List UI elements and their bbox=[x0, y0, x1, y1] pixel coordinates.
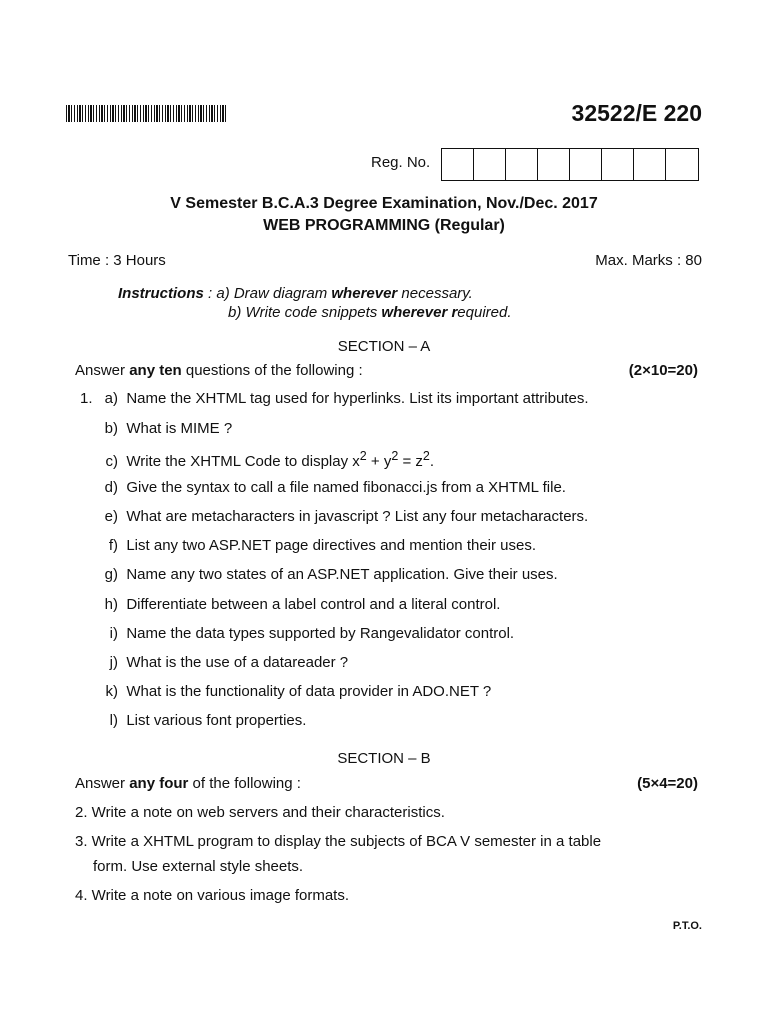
ans-b-pre: Answer bbox=[75, 775, 130, 792]
q-label: f) bbox=[108, 537, 118, 554]
sup: 2 bbox=[391, 449, 399, 463]
ans-b-bold: any four bbox=[129, 775, 189, 792]
q-text: What is the functionality of data provider in ADO.NET ? bbox=[126, 683, 492, 700]
instr-a-end: necessary. bbox=[397, 285, 473, 302]
q-label: g) bbox=[104, 566, 118, 583]
section-b-instruction bbox=[75, 775, 301, 792]
q-text: Write the XHTML Code to display x bbox=[126, 453, 360, 470]
q-label: l) bbox=[109, 712, 118, 729]
q-text: Name the data types supported by Rangevalidator control. bbox=[126, 625, 515, 642]
q-label: j) bbox=[109, 654, 118, 671]
section-a-marks: (2×10=20) bbox=[628, 362, 698, 379]
subject-title: WEB PROGRAMMING (Regular) bbox=[263, 217, 505, 234]
reg-box bbox=[602, 149, 634, 180]
q-label: d) bbox=[104, 479, 118, 496]
paper-code: 32522/E 220 bbox=[571, 100, 702, 126]
question-2: 2. Write a note on web servers and their characteristics. bbox=[75, 804, 445, 821]
reg-box bbox=[506, 149, 538, 180]
question-3-line1: 3. Write a XHTML program to display the subjects of BCA V semester in a table bbox=[75, 833, 602, 850]
q-label: k) bbox=[105, 683, 118, 700]
q-label: h) bbox=[104, 596, 118, 613]
reg-box bbox=[474, 149, 506, 180]
q-text: What is the use of a datareader ? bbox=[126, 654, 349, 671]
reg-box bbox=[570, 149, 602, 180]
q-text: Name the XHTML tag used for hyperlinks. List its important attributes. bbox=[126, 390, 589, 407]
instructions-label: Instructions bbox=[118, 285, 204, 302]
q-text: List various font properties. bbox=[126, 712, 307, 729]
question-1l bbox=[100, 712, 306, 729]
section-b-marks: (5×4=20) bbox=[637, 775, 698, 792]
reg-box bbox=[538, 149, 570, 180]
question-number: 1. bbox=[80, 390, 93, 407]
q-text: Give the syntax to call a file named fibonacci.js from a XHTML file. bbox=[126, 479, 566, 496]
ans-a-pre: Answer bbox=[75, 362, 130, 379]
instr-a-bold: wherever bbox=[331, 285, 398, 302]
q-label: e) bbox=[104, 508, 118, 525]
instr-b-bold: wherever r bbox=[381, 304, 458, 321]
reg-box bbox=[666, 149, 698, 180]
q-label: i) bbox=[109, 625, 118, 642]
max-marks-label: Max. Marks : 80 bbox=[595, 252, 702, 269]
question-1j bbox=[100, 654, 348, 671]
question-1f bbox=[100, 537, 536, 554]
question-1k bbox=[100, 683, 491, 700]
q-label: b) bbox=[104, 420, 118, 437]
q-text-part: + y bbox=[366, 453, 392, 470]
question-1a bbox=[100, 390, 588, 407]
q-label: a) bbox=[104, 390, 118, 407]
q-text: What is MIME ? bbox=[126, 420, 233, 437]
instr-b-end: equired. bbox=[457, 304, 512, 321]
instr-b-text: b) Write code snippets bbox=[228, 304, 382, 321]
question-1g bbox=[100, 566, 558, 583]
time-label: Time : 3 Hours bbox=[68, 252, 166, 269]
q-text-part: = z bbox=[398, 453, 423, 470]
ans-a-post: questions of the following : bbox=[181, 362, 363, 379]
q-text: Name any two states of an ASP.NET application. Give their uses. bbox=[126, 566, 558, 583]
sup: 2 bbox=[359, 449, 367, 463]
question-3-line2: form. Use external style sheets. bbox=[93, 858, 304, 875]
q-text-part: . bbox=[429, 453, 435, 470]
question-1i bbox=[100, 625, 514, 642]
q-text: List any two ASP.NET page directives and mention their uses. bbox=[126, 537, 537, 554]
question-1e bbox=[100, 508, 588, 525]
ans-b-post: of the following : bbox=[188, 775, 301, 792]
section-b-title: SECTION – B bbox=[337, 750, 431, 767]
section-a-title: SECTION – A bbox=[337, 338, 431, 355]
reg-box bbox=[634, 149, 666, 180]
reg-no-label: Reg. No. bbox=[371, 154, 431, 171]
question-4: 4. Write a note on various image formats. bbox=[75, 887, 350, 904]
barcode bbox=[66, 105, 228, 122]
q-text: What are metacharacters in javascript ? List any four metacharacters. bbox=[126, 508, 589, 525]
question-1h bbox=[100, 596, 500, 613]
question-1c bbox=[100, 449, 434, 470]
ans-a-bold: any ten bbox=[129, 362, 182, 379]
sup: 2 bbox=[422, 449, 430, 463]
reg-box bbox=[442, 149, 474, 180]
section-a-instruction bbox=[75, 362, 363, 379]
q-label: c) bbox=[105, 453, 118, 470]
instructions-line-a bbox=[118, 285, 473, 302]
pto-label: P.T.O. bbox=[672, 920, 702, 932]
q-text: Differentiate between a label control and a literal control. bbox=[126, 596, 501, 613]
reg-no-boxes bbox=[441, 148, 699, 181]
exam-title: V Semester B.C.A.3 Degree Examination, Nov./Dec. 2017 bbox=[170, 195, 598, 212]
question-1b bbox=[100, 420, 232, 437]
question-1d bbox=[100, 479, 566, 496]
instr-a-text: : a) Draw diagram bbox=[203, 285, 332, 302]
instructions-line-b bbox=[228, 304, 512, 321]
